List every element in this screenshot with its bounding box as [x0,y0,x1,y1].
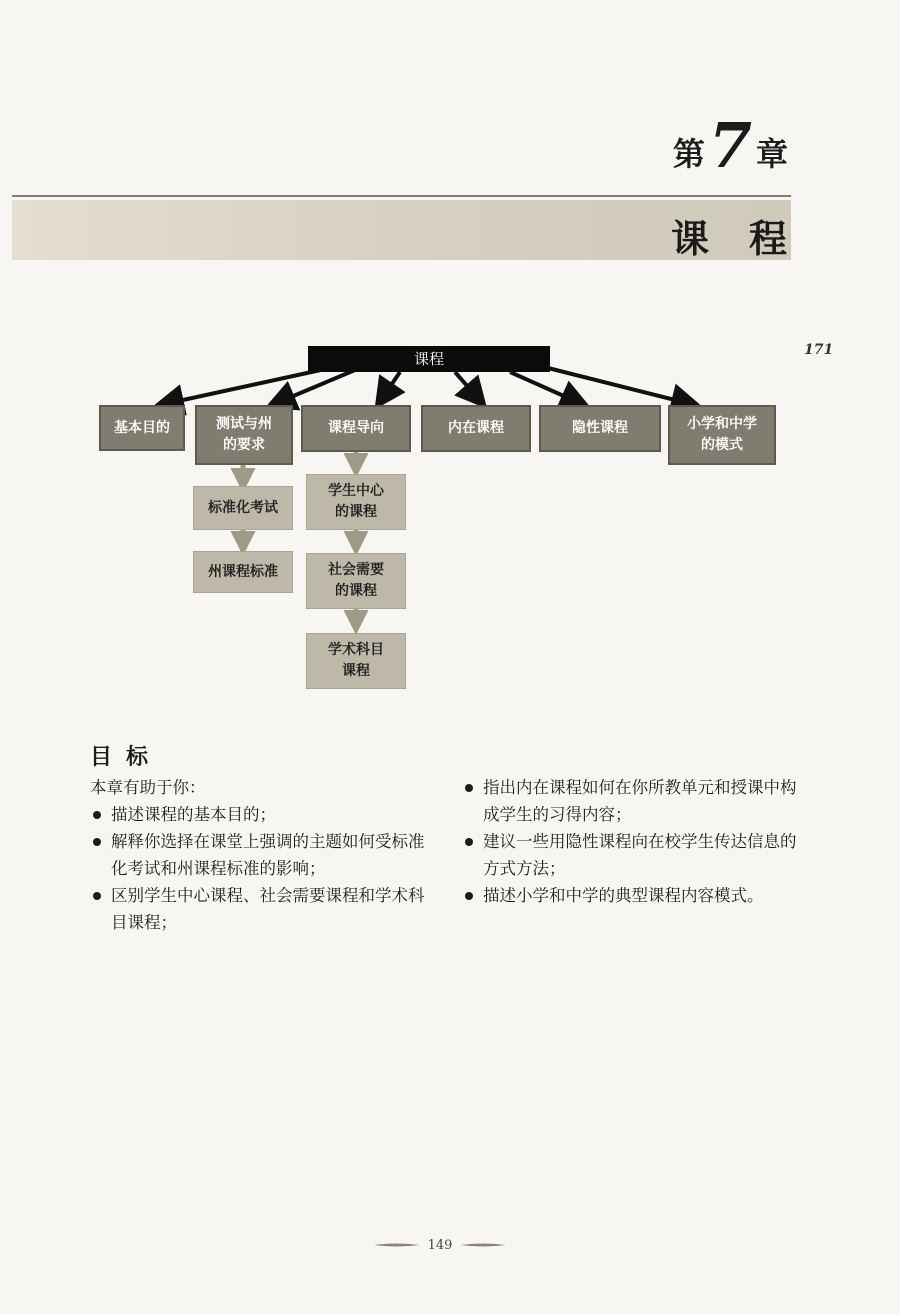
objectives-intro: 本章有助于你： [90,778,206,797]
chapter-heading [672,109,788,182]
objective-item: 区别学生中心课程、社会需要课程和学术科目课程； [90,882,430,936]
objective-item: 指出内在课程如何在你所教单元和授课中构成学生的习得内容； [462,774,802,828]
node-social-needs-curriculum: 社会需要 的课程 [306,553,406,609]
node-basic-purpose: 基本目的 [99,405,185,451]
arrow-root-to-purpose [160,368,330,405]
objective-item: 描述小学和中学的典型课程内容模式。 [462,882,802,909]
arrow-root-to-orientation [379,372,400,403]
objectives-left-column [90,774,430,936]
node-explicit-curriculum: 内在课程 [421,405,531,452]
side-page-number: 171 [804,342,834,358]
objective-item: 建议一些用隐性课程向在校学生传达信息的方式方法； [462,828,802,882]
footer-ornament-left [374,1243,420,1247]
chapter-suffix: 章 [755,134,788,173]
footer-ornament-right [460,1243,506,1247]
page-number: 149 [427,1237,453,1253]
arrow-root-to-hidden [510,372,584,405]
chapter-prefix: 第 [672,134,705,173]
arrow-root-to-explicit [455,372,482,403]
objectives-right-column [462,774,802,909]
page-footer [373,1236,507,1254]
objective-item: 解释你选择在课堂上强调的主题如何受标准化考试和州课程标准的影响； [90,828,430,882]
node-state-curriculum-standards: 州课程标准 [193,551,293,593]
node-elementary-secondary-models: 小学和中学 的模式 [668,405,776,465]
node-hidden-curriculum: 隐性课程 [539,405,661,452]
objectives-heading: 目标 [90,745,163,770]
chapter-title: 课程 [670,217,827,261]
node-testing-state-requirements: 测试与州 的要求 [195,405,293,465]
title-band [12,200,827,261]
objective-item: 描述课程的基本目的； [90,801,430,828]
arrow-root-to-models [548,368,695,405]
node-student-centered-curriculum: 学生中心 的课程 [306,474,406,530]
chapter-number: 7 [708,109,752,182]
node-standardized-testing: 标准化考试 [193,486,293,530]
diagram-root-curriculum: 课程 [308,346,550,372]
node-academic-subjects-curriculum: 学术科目 课程 [306,633,406,689]
heading-rule [12,195,791,197]
arrow-root-to-testing [272,370,355,405]
node-curriculum-orientation: 课程导向 [301,405,411,452]
